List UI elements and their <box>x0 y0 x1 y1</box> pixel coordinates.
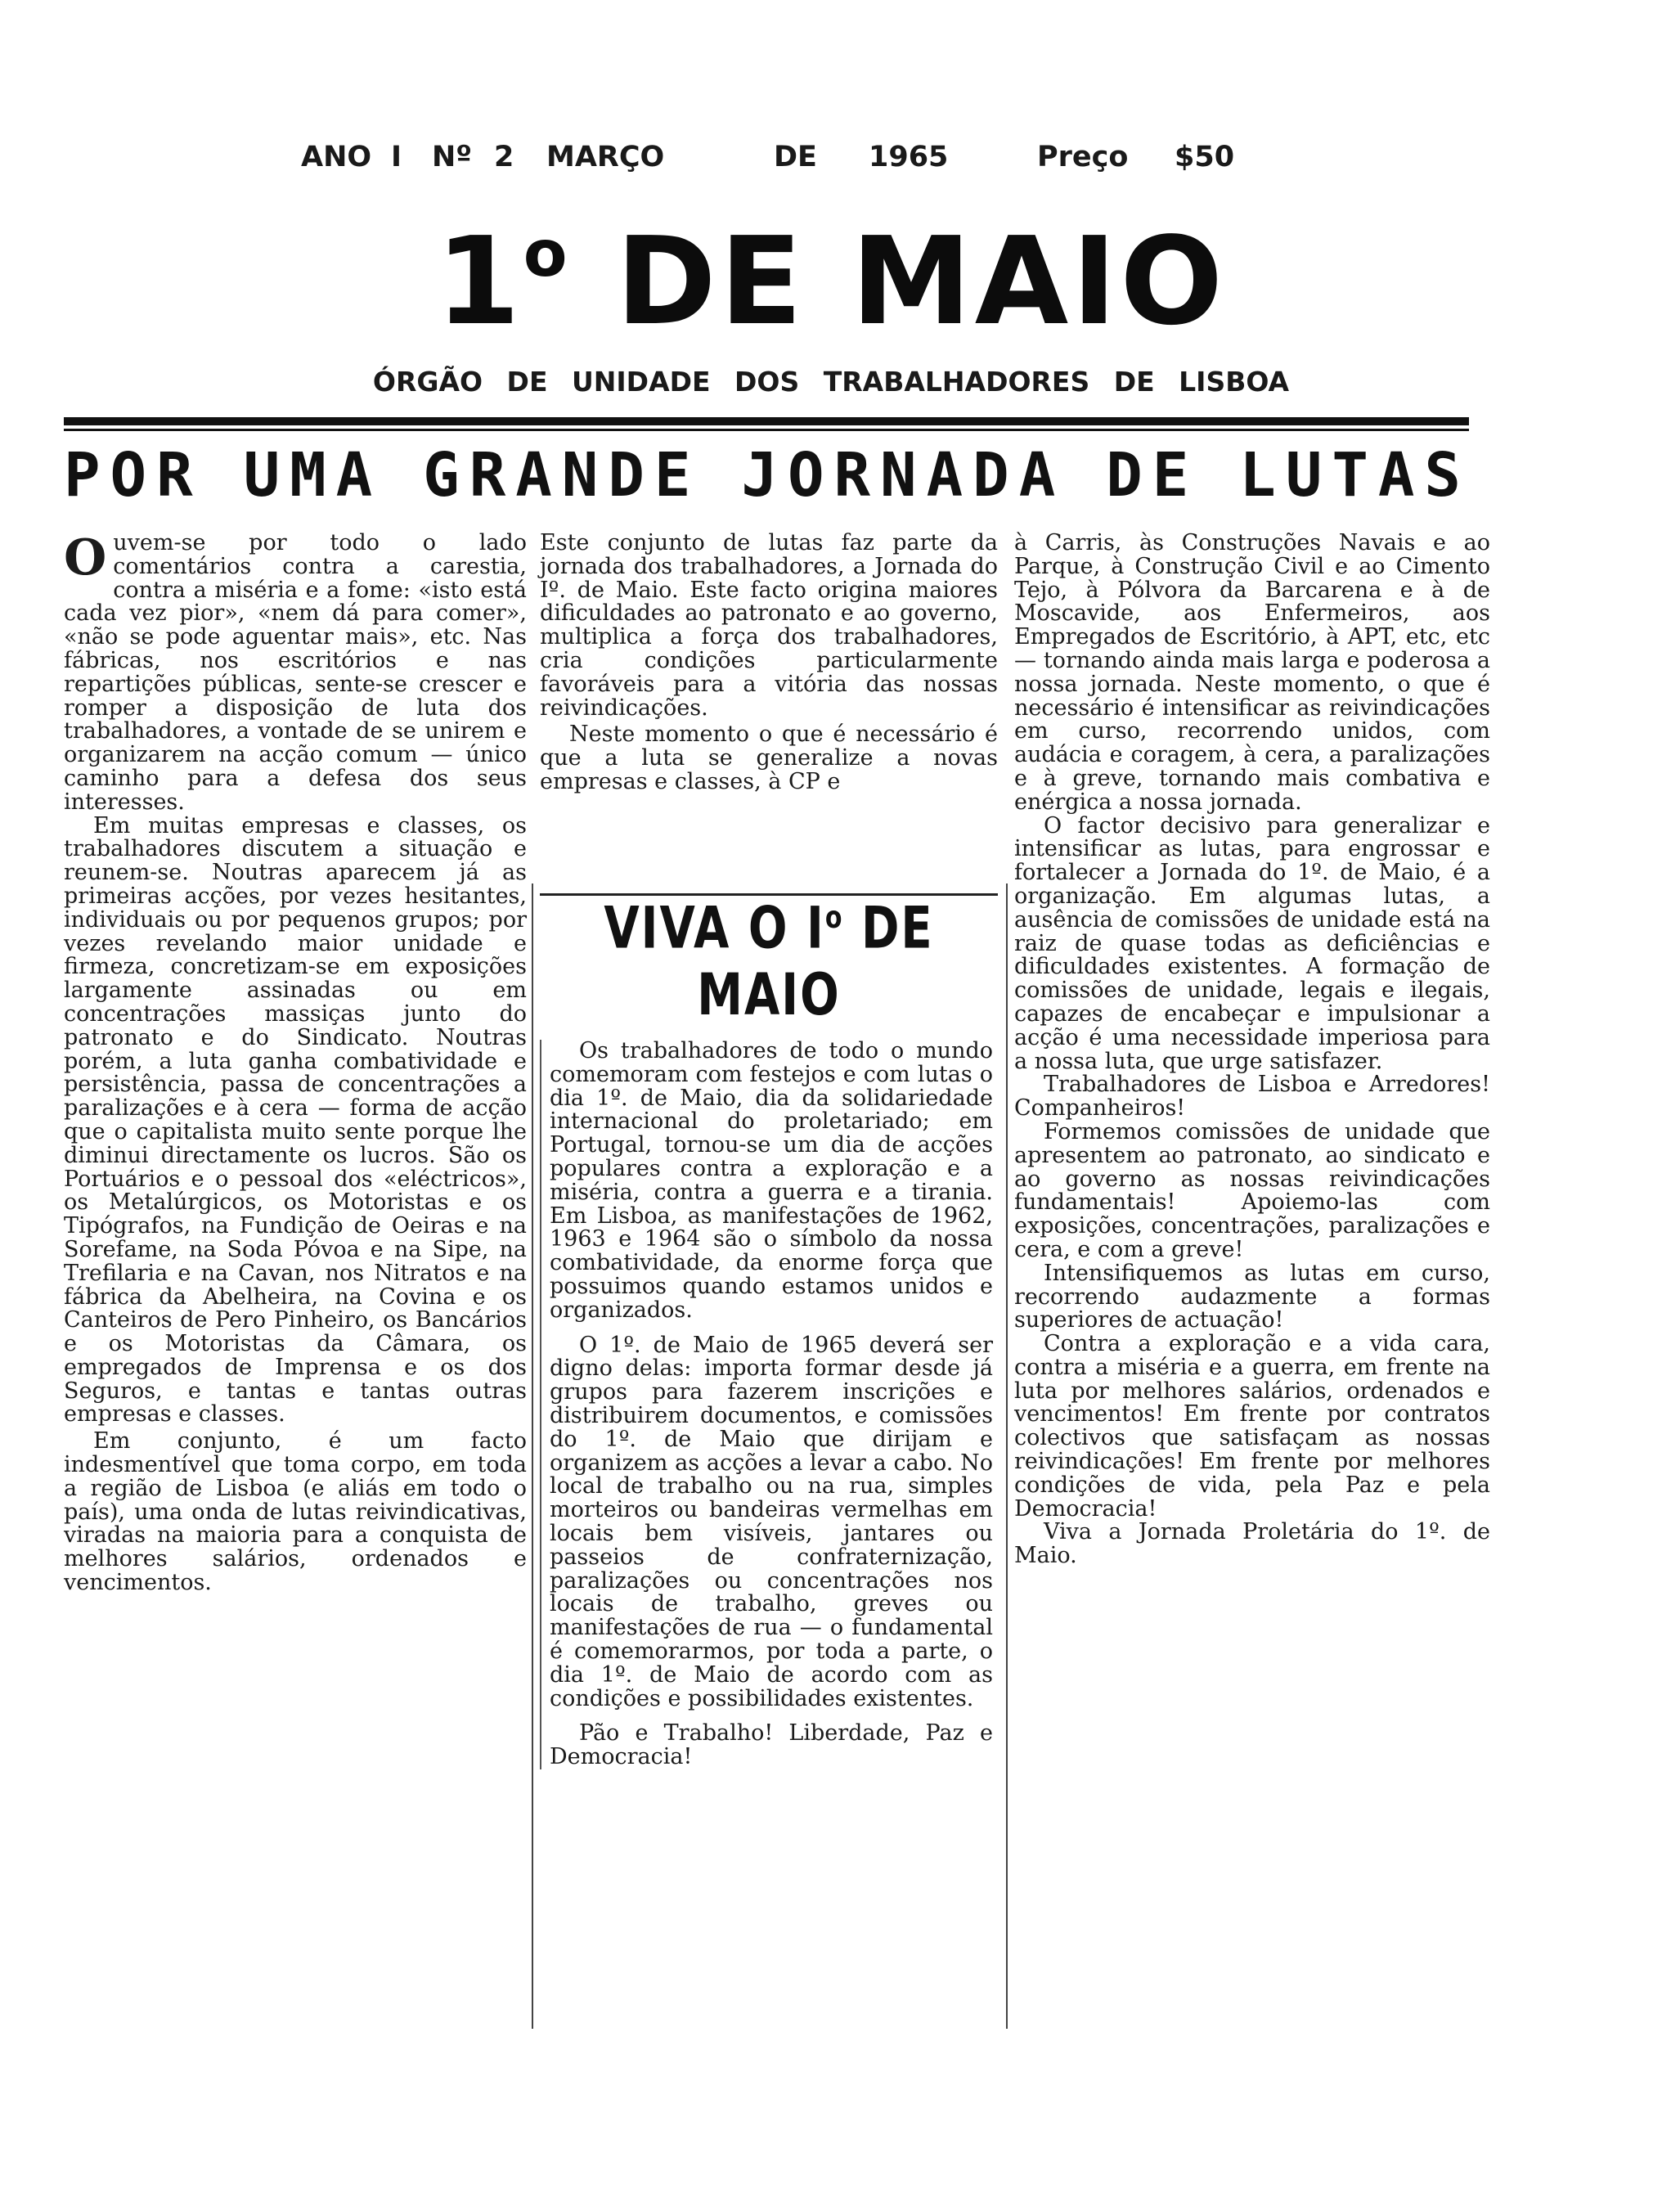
headline-word: UMA <box>243 440 383 510</box>
paragraph-text: uvem-se por todo o lado comentários contra a carestia, contra a miséria e a fome: «isto está cada vez pior», «nem dá para comer», «não se pode aguentar mais», etc. Nas fábricas, nos escritórios e nas repartições públicas, sente-se crescer e romper a disposição de luta dos trabalhadores, a vontade de se unirem e organizarem na acção comum — único caminho para a defesa dos seus interesses. <box>64 530 527 815</box>
article-paragraph: Este conjunto de lutas faz parte da jornada dos trabalhadores, a Jornada do Iº. de Maio. Este facto origina maiores dificuldades ao patronato e ao governo, multiplica a força dos trabalhadores, cria condições particularmente favoráveis para a vitória das nossas reivindicações. <box>540 530 998 721</box>
viva-box <box>540 893 998 1769</box>
headline-word: DE <box>1106 440 1199 510</box>
box-title-ordinal: o <box>824 900 844 936</box>
article-column-1 <box>64 529 527 1596</box>
article-paragraph: Em conjunto, é um facto indesmentível que toma corpo, em toda a região de Lisboa (e aliás em todo o país), uma onda de lutas reivindicativas, viradas na maioria para a conquista de melhores salários, ordenados e vencimentos. <box>64 1428 527 1596</box>
issue-number-label: Nº <box>432 141 473 173</box>
column-divider <box>1006 883 1008 2029</box>
article-paragraph <box>64 529 527 815</box>
newspaper-title <box>0 211 1662 352</box>
article-paragraph: Neste momento o que é necessário é que a luta se generalize a novas empresas e classes, à CP e <box>540 722 998 794</box>
issue-year: 1965 <box>869 141 949 173</box>
article-paragraph: Formemos comissões de unidade que apresentem ao patronato, ao sindicato e ao governo as nossas reivindicações fundamentais! Apoiemo-las com exposições, concentrações, paralizações e cera, e com a greve! <box>1014 1118 1490 1262</box>
article-paragraph: O 1º. de Maio de 1965 deverá ser digno delas: importa formar desde já grupos para fazerem inscrições e distribuirem documentos, e comissões do 1º. de Maio que dirijam e organizem as acções a levar a cabo. No local de trabalho ou na rua, simples morteiros ou bandeiras vermelhas em locais bem visíveis, jantares ou passeios de confraternização, paralizações ou concentrações nos locais de trabalho, greves ou manifestações de rua — o fundamental é comemorarmos, por toda a parte, o dia 1º. de Maio de acordo com as condições e possibilidades existentes. <box>550 1332 993 1711</box>
article-paragraph: Contra a exploração e a vida cara, contra a miséria e a guerra, em frente na luta por melhores salários, ordenados e vencimentos! Em frente por contratos colectivos que satisfaçam as nossas reivindicações! Em frente por melhores condições de vida, pela Paz e pela Democracia! <box>1014 1331 1490 1522</box>
headline-word: JORNADA <box>741 440 1066 510</box>
headline-word: LUTAS <box>1239 440 1471 510</box>
article-column-2 <box>540 532 998 794</box>
issue-year-number: I <box>391 141 402 173</box>
headline-word: GRANDE <box>423 440 701 510</box>
title-text: DE MAIO <box>615 211 1227 352</box>
article-column-3 <box>1014 532 1490 1568</box>
issue-month: MARÇO <box>546 141 665 173</box>
article-paragraph: Intensifiquemos as lutas em curso, recorrendo audazmente a formas superiores de actuação! <box>1014 1260 1490 1333</box>
column-divider <box>532 883 533 2029</box>
masthead-rule <box>64 417 1469 425</box>
article-paragraph: Em muitas empresas e classes, os trabalhadores discutem a situação e reunem-se. Noutras aparecem já as primeiras acções, por vezes hesitantes, individuais ou por pequenos grupos; por vezes revelando maior unidade e firmeza, concretizam-se em exposições largamente assinadas ou em concentrações massiças junto do patronato e do Sindicato. Noutras porém, a luta ganha combatividade e persistência, passa de concentrações a paralizações e à cera — forma de acção que o capitalista muito sente porque lhe diminui directamente os lucros. São os Portuários e o pessoal dos «eléctricos», os Metalúrgicos, os Motoristas e os Tipógrafos, na Fundição de Oeiras e na Sorefame, na Soda Póvoa e na Sipe, na Trefilaria e na Cavan, nos Nitratos e na fábrica da Abelheira, na Covina e os Canteiros de Pero Pinheiro, os Bancários e os Motoristas da Câmara, os empregados de Imprensa e os dos Seguros, e tantas e tantas outras empresas e classes. <box>64 812 527 1427</box>
box-body <box>540 1040 998 1769</box>
main-headline <box>64 440 1471 510</box>
issue-year-label: ANO <box>301 141 372 173</box>
drop-cap: O <box>64 529 107 587</box>
price-label: Preço <box>1037 141 1129 173</box>
issue-month-de: DE <box>774 141 817 173</box>
box-title-part: VIVA O I <box>604 895 825 962</box>
price-value: $50 <box>1175 141 1235 173</box>
title-ordinal: o <box>523 218 571 291</box>
newspaper-subtitle: ÓRGÃO DE UNIDADE DOS TRABALHADORES DE LISBOA <box>372 366 1290 398</box>
title-number: 1 <box>435 211 523 352</box>
article-paragraph: Pão e Trabalho! Liberdade, Paz e Democracia! <box>550 1720 993 1770</box>
article-paragraph: à Carris, às Construções Navais e ao Parque, à Construção Civil e ao Cimento Tejo, à Pólvora da Barcarena e à de Moscavide, aos Enfermeiros, aos Empregados de Escritório, à APT, etc, etc — tornando ainda mais larga e poderosa a nossa jornada. Neste momento, o que é necessário é intensificar as reivindicações em curso, recorrendo unidos, com audácia e coragem, à cera, a paralizações e à greve, tornando mais combativa e enérgica a nossa jornada. <box>1014 530 1490 815</box>
article-paragraph: Os trabalhadores de todo o mundo comemoram com festejos e com lutas o dia 1º. de Maio, dia da solidariedade internacional do proletariado; em Portugal, tornou-se um dia de acções populares contra a exploração e a miséria, contra a guerra e a tirania. Em Lisboa, as manifestações de 1962, 1963 e 1964 são o símbolo da nossa combatividade, da enorme força que possuimos quando estamos unidos e organizados. <box>550 1038 993 1323</box>
article-paragraph: Trabalhadores de Lisboa e Arredores! Companheiros! <box>1014 1072 1490 1122</box>
article-paragraph: Viva a Jornada Proletária do 1º. de Maio. <box>1014 1519 1490 1569</box>
headline-word: POR <box>64 440 203 510</box>
issue-number: 2 <box>494 141 514 173</box>
article-paragraph: O factor decisivo para generalizar e intensificar as lutas, para engrossar e fortalecer a Jornada do 1º. de Maio, é a organização. Em algumas lutas, a ausência de comissões de unidade está na raiz de quase todas as deficiências e dificuldades existentes. A formação de comissões de unidade, legais e ilegais, capazes de encabeçar e impulsionar a acção é uma necessidade imperiosa para a nossa luta, que urge satisfazer. <box>1014 812 1490 1074</box>
box-title <box>540 896 998 1029</box>
masthead-rule-thin <box>64 429 1469 431</box>
box-title-part: DE MAIO <box>697 895 934 1029</box>
